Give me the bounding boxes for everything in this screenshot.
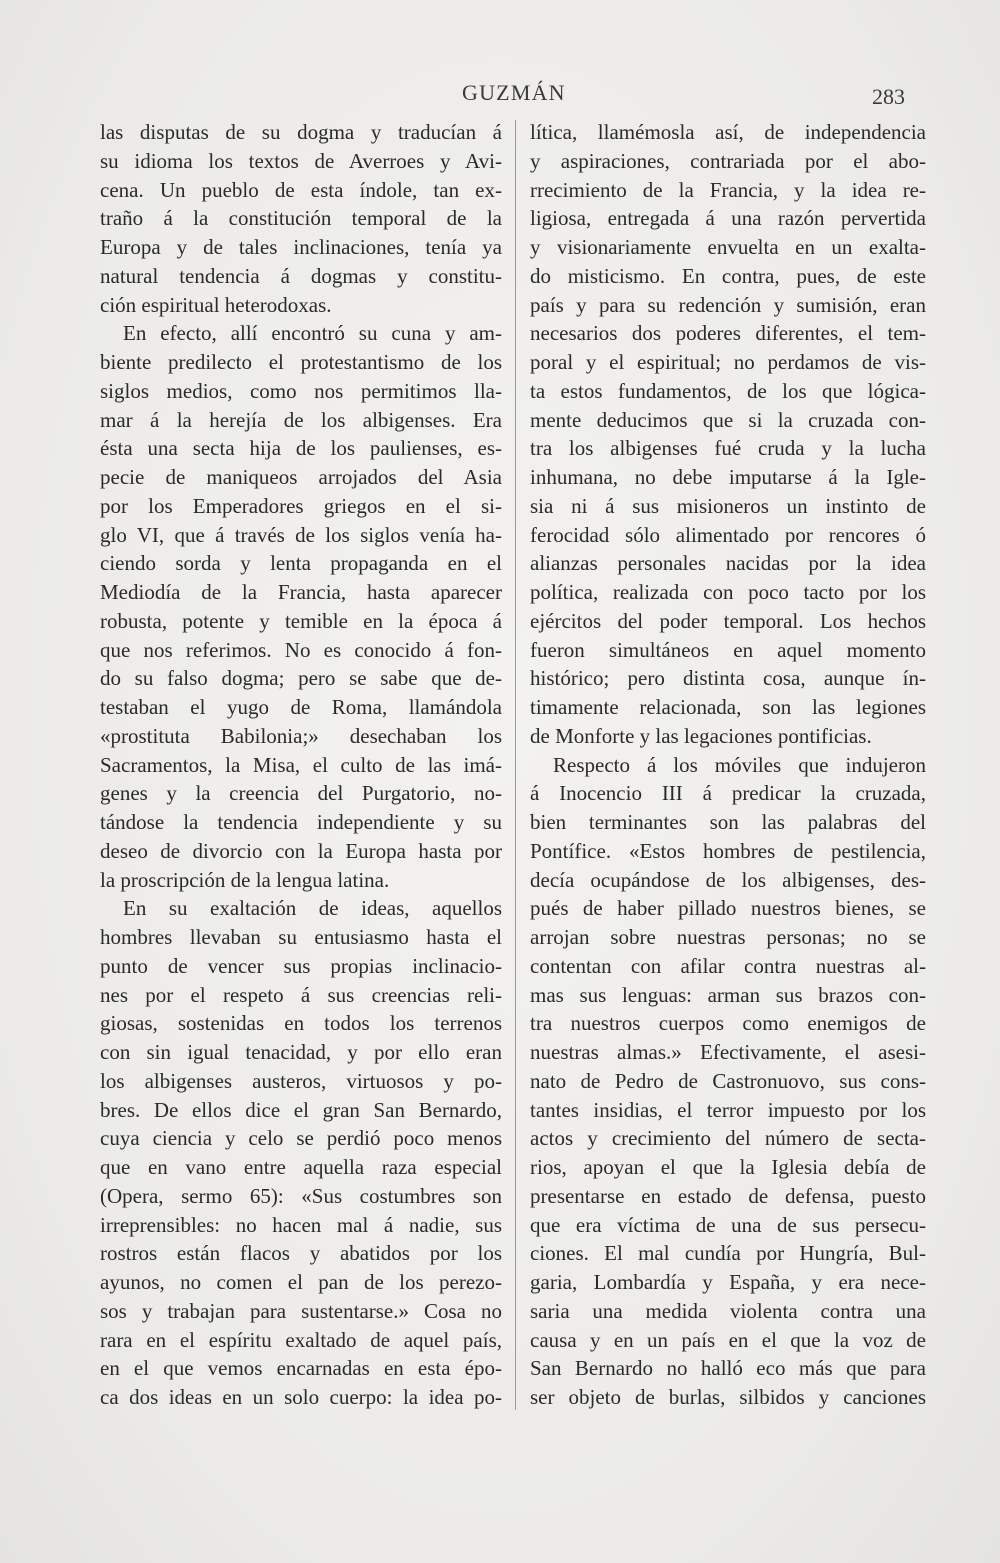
- right-column-line: inhumana, no debe imputarse á la Igle-: [530, 465, 926, 489]
- left-column-line: (Opera, sermo 65): «Sus costumbres son: [100, 1183, 502, 1208]
- left-column-line: natural tendencia á dogmas y constitu-: [100, 263, 502, 288]
- right-column-line: que era víctima de una de sus persecu-: [530, 1212, 926, 1237]
- running-title: GUZMÁN: [462, 80, 566, 105]
- right-column-line: de Monforte y las legaciones pontificias.: [530, 723, 872, 748]
- left-column-line: nes por el respeto á sus creencias reli-: [100, 982, 502, 1007]
- left-column-line: con sin igual tenacidad, y por ello eran: [100, 1040, 502, 1064]
- left-column-line: biente predilecto el protestantismo de los: [100, 350, 502, 374]
- left-column-line: que en vano entre aquella raza especial: [100, 1155, 502, 1179]
- left-column-line: ayunos, no comen el pan de los perezo-: [100, 1270, 502, 1294]
- right-column-line: bien terminantes son las palabras del: [530, 810, 926, 834]
- left-column-line: pecie de maniqueos arrojados del Asia: [100, 465, 502, 489]
- right-column-line: tra los albigenses fué cruda y la lucha: [530, 436, 926, 461]
- right-column-line: necesarios dos poderes diferentes, el tem-: [530, 321, 926, 346]
- right-column-line: fueron simultáneos en aquel momento: [530, 637, 926, 662]
- left-column-line: sos y trabajan para sustentarse.» Cosa no: [100, 1298, 502, 1323]
- right-column-line: causa y en un país en el que la voz de: [530, 1327, 926, 1352]
- right-column-line: y visionariamente envuelta en un exalta-: [530, 235, 926, 259]
- left-column-line: los albigenses austeros, virtuosos y po-: [100, 1068, 502, 1093]
- left-column-line: ca dos ideas en un solo cuerpo: la idea po-: [100, 1385, 502, 1409]
- right-column-line: mas sus lenguas: arman sus brazos con-: [530, 982, 926, 1007]
- left-column-line: punto de vencer sus propias inclinacio-: [100, 953, 502, 978]
- right-column-line: rrecimiento de la Francia, y la idea re-: [530, 177, 926, 202]
- left-column-line: en el que vemos encarnadas en esta épo-: [100, 1356, 502, 1381]
- left-column-line: tándose la tendencia independiente y su: [100, 810, 502, 834]
- left-column-line: la proscripción de la lengua latina.: [100, 867, 390, 892]
- right-column-line: do misticismo. En contra, pues, de este: [530, 263, 926, 288]
- right-column-line: ferocidad sólo alimentado por rencores ó: [530, 522, 926, 547]
- right-column-line: decía ocupándose de los albigenses, des-: [530, 867, 926, 892]
- right-column-line: rios, apoyan el que la Iglesia debía de: [530, 1155, 926, 1179]
- right-column-line: sia ni á sus misioneros un instinto de: [530, 493, 926, 518]
- right-column-line: ta estos fundamentos, de los que lógica-: [530, 378, 926, 403]
- left-column-line: mar á la herejía de los albigenses. Era: [100, 407, 502, 432]
- left-column-line: genes y la creencia del Purgatorio, no-: [100, 781, 502, 806]
- right-column-line: Respecto á los móviles que indujeron: [553, 752, 926, 777]
- right-column: [530, 118, 926, 1412]
- right-column-line: actos y crecimiento del número de secta-: [530, 1126, 926, 1151]
- left-column-line: deseo de divorcio con la Europa hasta por: [100, 838, 502, 863]
- right-column-line: arrojan sobre nuestras personas; no se: [530, 925, 926, 949]
- left-column-line: siglos medios, como nos permitimos lla-: [100, 378, 502, 403]
- right-column-line: y aspiraciones, contrariada por el abo-: [530, 148, 926, 173]
- left-column-line: giosas, sostenidas en todos los terrenos: [100, 1011, 502, 1036]
- right-column-line: ejércitos del poder temporal. Los hechos: [530, 608, 926, 633]
- right-column-line: ciones. El mal cundía por Hungría, Bul-: [530, 1241, 926, 1266]
- running-head: [0, 80, 1000, 114]
- left-column-line: ciendo sorda y lenta propaganda en el: [100, 551, 502, 576]
- right-column-line: histórico; pero distinta cosa, aunque ín-: [530, 666, 926, 691]
- left-column-line: hombres llevaban su entusiasmo hasta el: [100, 925, 502, 949]
- left-column-line: bres. De ellos dice el gran San Bernardo,: [100, 1097, 502, 1122]
- right-column-line: garia, Lombardía y España, y era nece-: [530, 1270, 926, 1294]
- left-column-line: las disputas de su dogma y traducían á: [100, 120, 502, 144]
- left-column-line: ción espiritual heterodoxas.: [100, 292, 332, 317]
- left-column-line: irreprensibles: no hacen mal á nadie, sus: [100, 1212, 502, 1237]
- right-column-line: Pontífice. «Estos hombres de pestilencia,: [530, 838, 926, 863]
- page-number: 283: [872, 84, 905, 109]
- left-column-line: por los Emperadores griegos en el si-: [100, 493, 502, 518]
- left-column-line: rara en el espíritu exaltado de aquel país,: [100, 1327, 502, 1352]
- left-column: [100, 118, 502, 1412]
- left-column-line: ésta una secta hija de los paulienses, es-: [100, 436, 502, 461]
- left-column-line: glo VI, que á través de los siglos venía ha-: [100, 522, 502, 547]
- left-column-line: En su exaltación de ideas, aquellos: [123, 896, 502, 921]
- right-column-line: timamente relacionada, son las legiones: [530, 695, 926, 719]
- left-column-line: cuya ciencia y celo se perdió poco menos: [100, 1126, 502, 1151]
- right-column-line: nuestras almas.» Efectivamente, el asesi-: [530, 1040, 926, 1064]
- right-column-line: San Bernardo no halló eco más que para: [530, 1356, 926, 1381]
- left-column-line: su idioma los textos de Averroes y Avi-: [100, 148, 502, 173]
- left-column-line: Mediodía de la Francia, hasta aparecer: [100, 580, 502, 604]
- left-column-line: traño á la constitución temporal de la: [100, 206, 502, 231]
- right-column-line: poral y el espiritual; no perdamos de vis-: [530, 350, 926, 374]
- right-column-line: alianzas personales nacidas por la idea: [530, 551, 926, 576]
- left-column-line: «prostituta Babilonia;» desechaban los: [100, 723, 502, 748]
- left-column-line: En efecto, allí encontró su cuna y am-: [123, 321, 502, 346]
- left-column-line: Europa y de tales inclinaciones, tenía ya: [100, 235, 502, 259]
- right-column-line: contentan con afilar contra nuestras al-: [530, 953, 926, 978]
- right-column-line: país y para su redención y sumisión, eran: [530, 292, 926, 317]
- right-column-line: mente deducimos que si la cruzada con-: [530, 407, 926, 432]
- right-column-line: política, realizada con poco tacto por los: [530, 580, 926, 604]
- right-column-line: tra nuestros cuerpos como enemigos de: [530, 1011, 926, 1036]
- left-column-line: testaban el yugo de Roma, llamándola: [100, 695, 502, 719]
- right-column-line: pués de haber pillado nuestros bienes, se: [530, 896, 926, 921]
- left-column-line: que nos referimos. No es conocido á fon-: [100, 637, 502, 662]
- left-column-line: Sacramentos, la Misa, el culto de las imá-: [100, 752, 502, 777]
- right-column-line: lítica, llamémosla así, de independencia: [530, 120, 926, 144]
- right-column-line: tantes insidias, el terror impuesto por los: [530, 1097, 926, 1122]
- column-divider: [515, 120, 516, 1410]
- right-column-line: ligiosa, entregada á una razón pervertida: [530, 206, 926, 231]
- left-column-line: cena. Un pueblo de esta índole, tan ex-: [100, 177, 502, 202]
- right-column-line: presentarse en estado de defensa, puesto: [530, 1183, 926, 1208]
- right-column-line: á Inocencio III á predicar la cruzada,: [530, 781, 926, 806]
- left-column-line: rostros están flacos y abatidos por los: [100, 1241, 502, 1266]
- right-column-line: saria una medida violenta contra una: [530, 1298, 926, 1323]
- right-column-line: ser objeto de burlas, silbidos y canciones: [530, 1385, 926, 1409]
- left-column-line: robusta, potente y temible en la época á: [100, 608, 502, 633]
- left-column-line: do su falso dogma; pero se sabe que de-: [100, 666, 502, 691]
- right-column-line: nato de Pedro de Castronuovo, sus cons-: [530, 1068, 926, 1093]
